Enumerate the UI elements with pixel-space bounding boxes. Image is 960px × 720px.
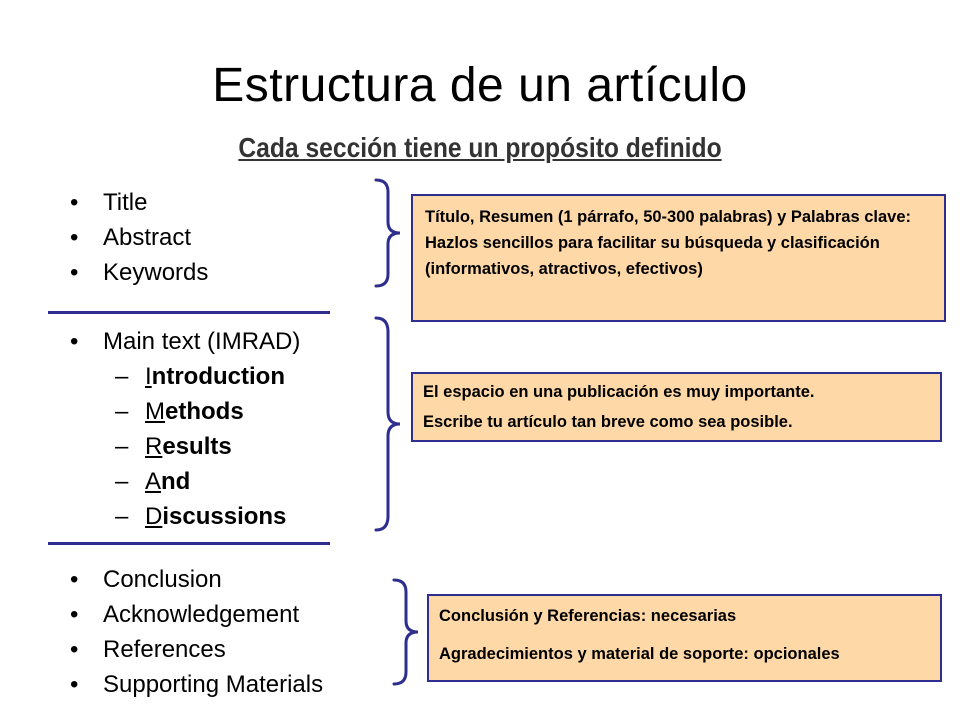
sub-list-item: – Introduction — [70, 359, 300, 394]
note-line: Escribe tu artículo tan breve como sea posible. — [423, 413, 793, 431]
sub-list-item: – Discussions — [70, 499, 300, 534]
bullet-icon: • — [70, 671, 79, 698]
main-text-note — [411, 372, 942, 442]
dash-icon: – — [115, 433, 129, 460]
divider-line — [48, 311, 330, 314]
bullet-icon: • — [70, 566, 79, 593]
bullet-icon: • — [70, 189, 79, 216]
sub-list-item: – And — [70, 464, 300, 499]
dash-icon: – — [115, 503, 129, 530]
bullet-icon: • — [70, 601, 79, 628]
note-line: El espacio en una publicación es muy importante. — [423, 383, 815, 401]
main-text-list — [70, 324, 300, 534]
list-item: • Acknowledgement — [70, 597, 323, 632]
list-item: • Title — [70, 185, 208, 220]
front-matter-list — [70, 185, 208, 290]
dash-icon: – — [115, 468, 129, 495]
curly-brace-icon — [372, 316, 404, 532]
front-matter-note: Título, Resumen (1 párrafo, 50-300 palabras) y Palabras clave: Hazlos sencillos para facilitar su búsqueda y clasificación (informativos, atractivos, efectivos) — [411, 194, 946, 322]
bullet-icon: • — [70, 259, 79, 286]
list-item: • References — [70, 632, 323, 667]
list-item: • Abstract — [70, 220, 208, 255]
sub-list-item: – Results — [70, 429, 300, 464]
bullet-icon: • — [70, 636, 79, 663]
slide-title: Estructura de un artículo — [212, 59, 748, 112]
curly-brace-icon — [390, 578, 422, 686]
list-item: • Conclusion — [70, 562, 323, 597]
list-item: • Supporting Materials — [70, 667, 323, 702]
note-line: Agradecimientos y material de soporte: opcionales — [439, 645, 840, 663]
bullet-icon: • — [70, 224, 79, 251]
note-line: Conclusión y Referencias: necesarias — [439, 607, 737, 625]
curly-brace-icon — [372, 178, 404, 288]
back-matter-note — [427, 594, 942, 682]
list-item: • Main text (IMRAD) — [70, 324, 300, 359]
bullet-icon: • — [70, 328, 79, 355]
sub-list-item: – Methods — [70, 394, 300, 429]
divider-line — [48, 542, 330, 545]
slide-subtitle: Cada sección tiene un propósito definido — [238, 132, 722, 163]
list-item: • Keywords — [70, 255, 208, 290]
dash-icon: – — [115, 398, 129, 425]
back-matter-list — [70, 562, 323, 702]
dash-icon: – — [115, 363, 129, 390]
